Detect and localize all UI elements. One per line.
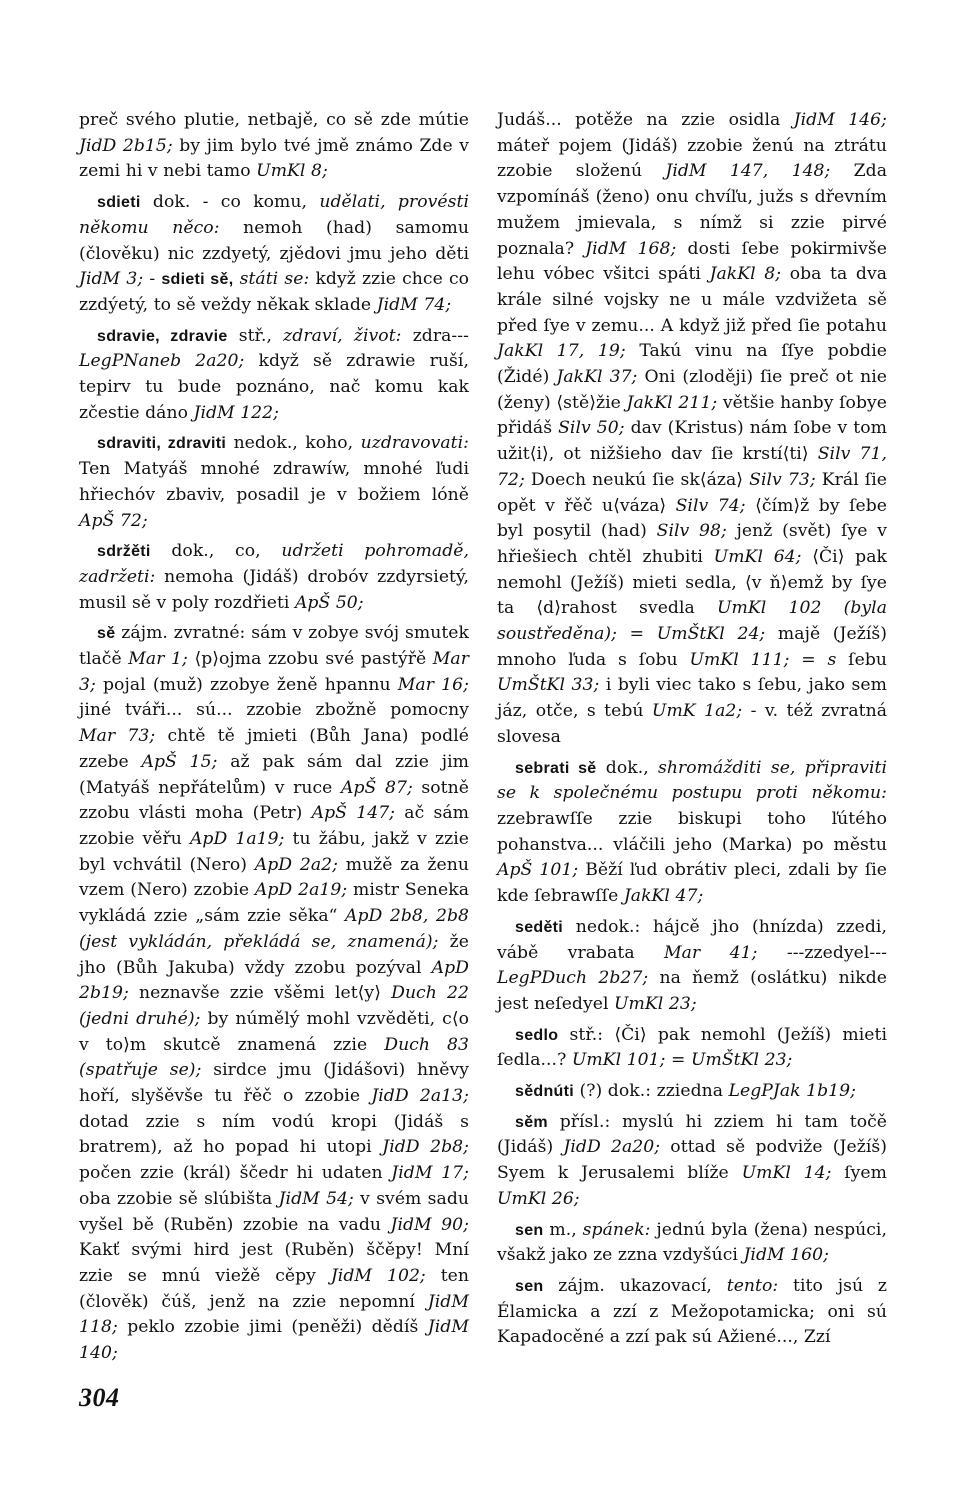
entry-text: zájm. zvratné: sám v zobye svój smutek tlačě <box>79 623 469 670</box>
entry-text: majě (Ježíš) mnoho ľuda s ſobu <box>497 624 887 670</box>
headword: sdržěti <box>97 543 151 561</box>
source-reference: LegPJak 1b19; <box>728 1081 856 1102</box>
source-reference: JidM 90; <box>390 1214 469 1235</box>
source-reference: ApŠ 50; <box>294 592 364 613</box>
entry-text: ač sám zzobie věřu <box>79 803 469 849</box>
source-reference: JidM 17; <box>391 1163 470 1184</box>
entry-text: mužě za ženu vzem (Nero) zzobie <box>79 854 469 901</box>
entry-text: dosti ſebe pokirmivše lehu vóbec všitci spáti <box>497 238 888 285</box>
meaning-gloss: udělati, provésti někomu něco: <box>79 192 469 238</box>
entry-text: ⟨čím⟩ž by ſebe byl posytil (had) <box>497 495 887 542</box>
source-reference: JidM 54; <box>278 1188 354 1209</box>
entry-text: i byli viec tako s ſebu, jako sem jáz, otče, s tebú <box>497 675 887 722</box>
source-reference: UmKl 102 (byla soustředěna); = UmŠtKl 24; <box>497 598 888 645</box>
left-column <box>79 108 469 1372</box>
entry-text: Kakť svými hird jest (Ruběn) ščěpy! Mní zzie se mnú viežě cěpy <box>79 1240 469 1286</box>
entry-text: jenž (svět) ſye v hřiešiech chtěl zhubiti <box>497 521 887 567</box>
entry-text: jednú byla (žena) nespúci, všakž jako ze zzna vzdyšúci <box>497 1219 887 1266</box>
meaning-gloss: udržeti pohromadě, zadržeti: <box>79 541 469 587</box>
page-number: 304 <box>79 1383 120 1412</box>
entry-text: preč svého plutie, netbajě, co sě zde mútie <box>79 110 469 130</box>
entry-text: že jho (Bůh Jakuba) vždy zzobu pozýval <box>79 931 469 978</box>
source-reference: JakKl 47; <box>623 886 704 907</box>
right-column-entry <box>497 108 887 751</box>
entry-text: počen zzie (král) ščedr hi udaten <box>79 1163 392 1184</box>
source-reference: JidM 102; <box>330 1265 426 1286</box>
entry-text: Oni (zloději) ſie preč ot nie (ženy) ⟨stě⟩žie <box>497 367 887 413</box>
entry-text: na ňemž (oslátku) nikde jest neſedyel <box>497 968 887 1014</box>
entry-text: jiné tváři... sú... zzobie zbožně pomocny <box>79 700 469 721</box>
left-column-entry <box>79 324 469 427</box>
left-column-entry <box>79 108 469 185</box>
source-reference: JakKl 37; <box>556 367 638 388</box>
headword: sdraviti, zdraviti <box>97 435 227 453</box>
entry-text: zzebrawſſe zzie biskupi toho ľútého pohanstva... vláčili jeho (Marka) po městu <box>497 808 887 855</box>
source-reference: Silv 50; <box>558 418 625 439</box>
source-reference: JakKl 17, 19; <box>497 341 626 362</box>
entry-text: Běží ľud obrátiv pleci, zdali by ſie kde ſebrawſſe <box>497 860 887 907</box>
source-reference: JidD 2a20; <box>563 1137 661 1158</box>
source-reference: ApŠ 87; <box>341 777 413 798</box>
source-reference: LegPDuch 2b27; <box>497 968 649 989</box>
entry-text: sirdce jmu (Jidášovi) hněvy hoří, slyšěvše tu řěč o zzobie <box>79 1060 470 1107</box>
entry-text: ⟨p⟩ojma zzobu své pastýřě <box>187 649 433 670</box>
meaning-gloss: zdraví, život: <box>283 325 402 346</box>
entry-text: zájm. ukazovací, <box>543 1275 727 1296</box>
entry-text: Takú vinu na ſſye pobdie (Židé) <box>497 341 888 388</box>
entry-text: chtě tě jmieti (Bůh Jana) podlé zzebe <box>79 726 469 772</box>
entry-text: sotně zzobu vlásti moha (Petr) <box>79 777 469 824</box>
entry-text: nedok., koho, <box>226 433 361 454</box>
headword: sen <box>515 1221 544 1239</box>
entry-text: tito jsú z Élamicka a zzí z Mežopotamicka; oni sú Kapadocěné a zzí pak sú Ažiené..., Zzí <box>497 1275 887 1348</box>
right-column-entry <box>497 1023 887 1074</box>
source-reference: UmKl 64; <box>713 546 802 567</box>
right-column-entry <box>497 1274 887 1351</box>
source-reference: UmK 1a2; <box>651 701 743 722</box>
source-reference: LegPNaneb 2a20; <box>79 351 245 372</box>
source-reference: UmŠtKl 33; <box>497 675 600 696</box>
source-reference: UmKl 23; <box>614 993 697 1014</box>
entry-text: Judáš... potěže na zzie osidla <box>497 110 794 130</box>
meaning-gloss: tento: <box>726 1275 779 1296</box>
source-reference: Mar 73; <box>79 726 156 747</box>
entry-text: oba zzobie sě slúbišta <box>79 1188 279 1209</box>
headword: sdravie, zdravie <box>97 327 228 345</box>
headword: sedlo <box>515 1026 559 1044</box>
source-reference: Duch 83 (spatřuje se); <box>79 1034 469 1081</box>
left-column-entry <box>79 190 469 319</box>
headword: seděti <box>515 918 564 936</box>
source-reference: JidD 2b15; <box>79 135 173 156</box>
source-reference: Mar 1; <box>128 649 188 670</box>
entry-text: - <box>143 269 162 290</box>
source-reference: ApŠ 147; <box>311 803 396 824</box>
source-reference: UmKl 111; = s <box>689 649 837 670</box>
headword: sebrati sě <box>515 759 597 777</box>
entry-text: máteř pojem (Jidáš) zzobie ženú na ztrátu zzobie složenú <box>497 135 887 182</box>
entry-text: když sě zdrawie ruší, tepirv tu bude poznáno, nač komu kak zčestie dáno <box>79 351 469 423</box>
headword: sen <box>515 1277 544 1295</box>
source-reference: JidD 2a13; <box>371 1086 469 1107</box>
left-column-entry <box>79 621 469 1366</box>
source-reference: Mar 3; <box>79 649 469 695</box>
entry-text: v svém sadu vyšel bě (Rubĕn) zzobie na vadu <box>79 1188 469 1235</box>
meaning-gloss: státi se: <box>239 269 310 290</box>
entry-text: zdra--- <box>401 325 469 346</box>
headword: sě <box>97 625 116 643</box>
source-reference: Duch 22 (jedni druhé); <box>79 983 469 1029</box>
entry-text: Ten Matyáš mnohé zdrawíw, mnohé ľudi hřiechóv zbaviv, posadil je v božiem lóně <box>79 459 469 505</box>
source-reference: Silv 98; <box>656 521 727 542</box>
left-column-entry <box>79 431 469 534</box>
source-reference: ApŠ 72; <box>79 510 148 531</box>
entry-text: dok., co, <box>150 541 282 562</box>
source-reference: Silv 73; <box>749 469 816 490</box>
headword: sdieti <box>97 194 141 212</box>
source-reference: JidM 122; <box>193 402 279 423</box>
entry-text: by jim bylo tvé jmě známo Zde v zemi hi v nebi tamo <box>79 135 469 182</box>
right-column <box>497 108 887 1356</box>
right-column-entry <box>497 1218 887 1269</box>
source-reference: JidM 160; <box>743 1245 829 1266</box>
entry-text: stř., <box>227 325 284 346</box>
entry-text: ſebu <box>836 649 887 670</box>
source-reference: UmKl 101; = UmŠtKl 23; <box>571 1050 793 1071</box>
source-reference: JidM 3; <box>79 269 144 290</box>
entry-text: Král ſie opět v řěč u⟨váza⟩ <box>497 469 887 516</box>
headword: sdieti sě, <box>161 271 234 289</box>
entry-text: stř.: ⟨Či⟩ pak nemohl (Ježíš) mieti ſedla...? <box>497 1024 887 1071</box>
entry-text: (?) dok.: zziedna <box>574 1081 729 1102</box>
source-reference: JidM 118; <box>79 1291 469 1338</box>
source-reference: JidM 140; <box>79 1317 469 1364</box>
source-reference: UmKl 26; <box>497 1188 580 1209</box>
source-reference: ApD 2b19; <box>79 957 469 1004</box>
entry-text: dav (Kristus) nám ſobe v tom užit⟨i⟩, ot nižšieho dav ſie krstí⟨ti⟩ <box>497 418 887 465</box>
entry-text: dok., <box>596 757 659 778</box>
entry-text: Doech neukú ſie sk⟨áza⟩ <box>524 469 750 490</box>
entry-text: mistr Seneka vykládá zzie „sám zzie sěka“ <box>79 880 470 927</box>
source-reference: Mar 16; <box>397 674 469 695</box>
entry-text: až pak sám dal zzie jim (Matyáš nepřátelům) v ruce <box>79 751 469 798</box>
entry-text: nedok.: hájcě jho (hnízda) zzedi, vábě vrabata <box>497 916 887 963</box>
source-reference: JakKl 211; <box>626 392 718 413</box>
source-reference: JidD 2b8; <box>382 1137 469 1158</box>
source-reference: ApŠ 101; <box>497 860 579 881</box>
entry-text: tu žábu, jakž v zzie byl vchvátil (Nero) <box>79 828 469 875</box>
left-column-entry <box>79 539 469 616</box>
source-reference: Silv 74; <box>675 495 746 516</box>
entry-text: pojal (muž) zzobye ženě hpannu <box>95 674 398 695</box>
meaning-gloss: shromážditi se, připraviti se k společnému postupu proti někomu: <box>497 757 888 804</box>
entry-text: nemoha (Jidáš) drobóv zzdyrsietý, musil sě v poly rozdřieti <box>79 566 469 613</box>
entry-text: dotad zzie s ním vodú kropi (Jidáš s bratrem), až ho popad hi utopi <box>79 1111 469 1158</box>
entry-text: ---zzedyel--- <box>757 942 887 963</box>
entry-text: by númělý mohl vzvěděti, c⟨o v to⟩m skutcě znamená zzie <box>79 1008 470 1055</box>
source-reference: UmKl 14; <box>741 1163 832 1184</box>
entry-text: většie hanby ſobye přidáš <box>497 392 887 439</box>
entry-text: ⟨Či⟩ pak nemohl (Ježíš) mieti sedla, ⟨v ň⟩emž by ſye ta ⟨d⟩rahost svedla <box>497 546 887 619</box>
entry-text: dok. - co komu, <box>140 192 320 213</box>
source-reference: Silv 71, 72; <box>497 444 887 490</box>
right-column-entry <box>497 915 887 1018</box>
meaning-gloss: spánek: <box>582 1219 651 1240</box>
source-reference: ApD 2a2; <box>254 854 338 875</box>
right-column-entry <box>497 1110 887 1213</box>
entry-text: - v. též zvratná slovesa <box>497 701 887 747</box>
source-reference: ApŠ 15; <box>141 751 218 772</box>
source-reference: JidM 146; <box>793 110 887 130</box>
source-reference: Mar 41; <box>664 942 758 963</box>
headword: sěm <box>515 1113 548 1131</box>
entry-text: neznavše zzie všěmi let⟨y⟩ <box>128 983 392 1004</box>
entry-text: ſyem <box>831 1163 887 1184</box>
right-column-entry <box>497 1079 887 1105</box>
source-reference: JidM 147, 148; <box>665 161 831 182</box>
entry-text: když zzie chce co zzdýetý, to sě veždy někak sklade <box>79 269 470 315</box>
headword: sědnúti <box>515 1083 574 1101</box>
entry-text: ottad sě podviže (Ježíš) Syem k Jerusalemi blíže <box>497 1137 887 1184</box>
source-reference: JidM 74; <box>376 294 452 315</box>
entry-text: Zda vzpomínáš (ženo) onu chvíľu, južs s dřevním mužem jmievala, s nímž si zzie pirvé poznala? <box>497 161 888 259</box>
entry-text: oba ta dva krále silné vojsky ne u mále vzdvižeta sě před ſye v zemu... A když již před ſie potahu <box>497 264 888 336</box>
meaning-gloss: uzdravovati: <box>360 433 469 454</box>
source-reference: ApD 2b8, 2b8 (jest vykládán, překládá se, znamená); <box>79 906 469 952</box>
entry-text: m., <box>543 1219 583 1240</box>
source-reference: UmKl 8; <box>256 161 328 182</box>
source-reference: ApD 1a19; <box>189 828 285 849</box>
source-reference: JidM 168; <box>585 238 677 259</box>
source-reference: JakKl 8; <box>709 264 782 285</box>
source-reference: ApD 2a19; <box>254 880 348 901</box>
entry-text: peklo zzobie jimi (peněži) dědíš <box>117 1317 428 1338</box>
right-column-entry <box>497 756 887 910</box>
entry-text: ten (člověk) čúš, jenž na zzie nepomní <box>79 1265 470 1312</box>
entry-text: nemoh (had) samomu (člověku) nic zzdyetý, zjědovi jmu jeho děti <box>79 217 469 264</box>
entry-text: přísl.: myslú hi zziem hi tam točě (Jidáš) <box>497 1111 887 1158</box>
